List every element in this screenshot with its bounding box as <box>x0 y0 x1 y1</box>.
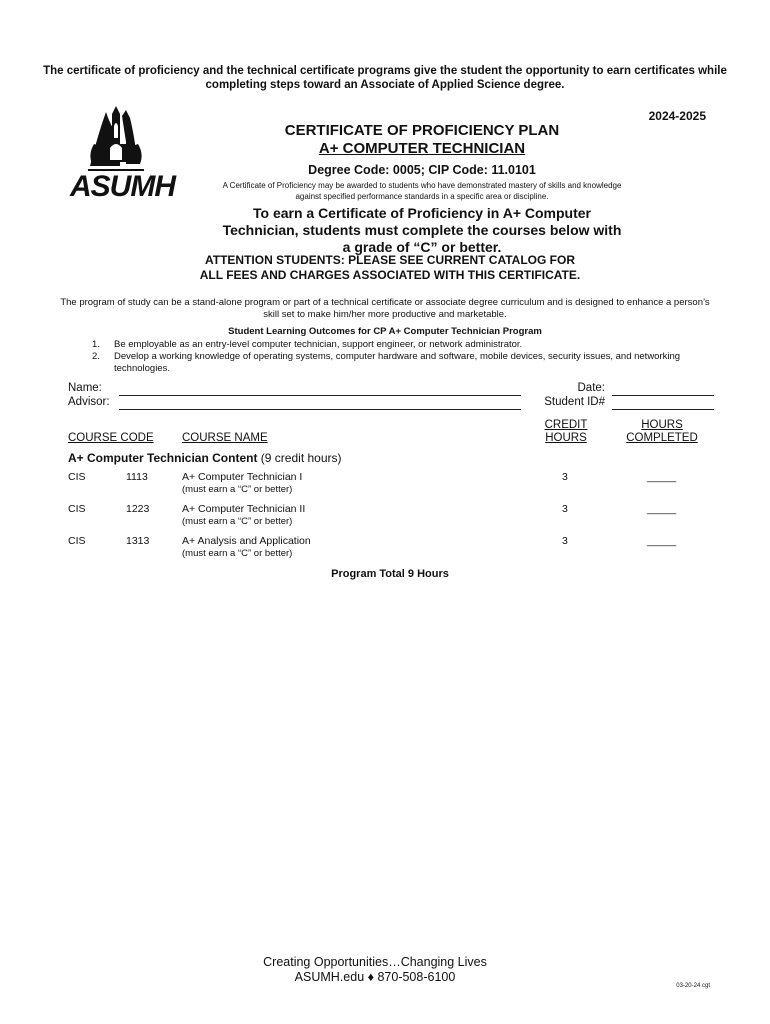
course-note: (must earn a “C” or better) <box>182 516 293 527</box>
course-number: 1313 <box>126 535 150 547</box>
attention-notice <box>80 253 700 283</box>
earn-requirement: To earn a Certificate of Proficiency in A+ Computer Technician, students must complete the courses below with a grade of “C” or better. <box>222 205 622 255</box>
course-number: 1223 <box>126 503 150 515</box>
course-dept: CIS <box>68 471 86 483</box>
hours-completed-header <box>617 419 707 445</box>
footer-slogan: Creating Opportunities…Changing Lives <box>263 955 487 969</box>
outcome-item <box>92 351 682 375</box>
academic-year: 2024-2025 <box>648 109 706 123</box>
asumh-logo-graphic <box>68 104 186 200</box>
course-name: A+ Analysis and Application <box>182 535 311 547</box>
program-description: The program of study can be a stand-alone program or part of a technical certificate or associate degree curriculum and is designed to enhance a person’s skill set to make him/her more productive and marketable. <box>60 297 710 320</box>
course-completed-blank[interactable]: _____ <box>647 471 677 483</box>
footer <box>220 955 530 985</box>
course-note: (must earn a “C” or better) <box>182 484 293 495</box>
title-block <box>222 122 622 256</box>
course-dept: CIS <box>68 503 86 515</box>
completed-header-line-1: HOURS <box>641 419 683 431</box>
attention-line-2: ALL FEES AND CHARGES ASSOCIATED WITH THIS CERTIFICATE. <box>199 268 581 282</box>
course-note: (must earn a “C” or better) <box>182 548 293 559</box>
course-code-header: COURSE CODE <box>68 432 154 444</box>
course-dept: CIS <box>68 535 86 547</box>
date-label: Date: <box>577 382 605 394</box>
name-label: Name: <box>68 382 102 394</box>
student-id-field[interactable] <box>612 409 714 410</box>
section-hours: (9 credit hours) <box>257 451 342 465</box>
course-name-header: COURSE NAME <box>182 432 268 444</box>
certificate-description: A Certificate of Proficiency may be awarded to students who have demonstrated mastery of skills and knowledge against specified performance standards in a specific area or discipline. <box>222 181 622 201</box>
outcome-text: Develop a working knowledge of operating systems, computer hardware and software, mobile devices, security issues, and networking technologies. <box>114 351 681 374</box>
outcome-number: 2. <box>92 351 100 362</box>
credit-hours-header <box>536 419 596 445</box>
logo-wordmark: ASUMH <box>70 170 175 200</box>
outcome-item <box>92 339 682 351</box>
advisor-field[interactable] <box>119 409 521 410</box>
asumh-logo <box>68 104 186 200</box>
outcome-text: Be employable as an entry-level computer technician, support engineer, or network administrator. <box>114 339 523 350</box>
course-name: A+ Computer Technician II <box>182 503 306 515</box>
outcomes-title: Student Learning Outcomes for CP A+ Computer Technician Program <box>228 326 542 337</box>
course-name: A+ Computer Technician I <box>182 471 303 483</box>
course-credits: 3 <box>562 535 568 547</box>
advisor-label: Advisor: <box>68 396 110 408</box>
section-heading <box>68 451 342 465</box>
section-title: A+ Computer Technician Content <box>68 451 258 465</box>
outcome-number: 1. <box>92 339 100 350</box>
student-id-label: Student ID# <box>544 396 605 408</box>
credit-header-line-2: HOURS <box>545 432 587 444</box>
intro-text: The certificate of proficiency and the technical certificate programs give the student the opportunity to earn certificates while completing steps toward an Associate of Applied Science degree. <box>43 65 727 91</box>
course-number: 1113 <box>126 471 148 483</box>
course-completed-blank[interactable]: _____ <box>647 535 677 547</box>
degree-code: Degree Code: 0005; CIP Code: 11.0101 <box>308 163 536 177</box>
course-credits: 3 <box>562 471 568 483</box>
program-total: Program Total 9 Hours <box>331 568 449 580</box>
completed-header-line-2: COMPLETED <box>626 432 698 444</box>
date-field[interactable] <box>612 395 714 396</box>
name-field[interactable] <box>119 395 521 396</box>
attention-line-1: ATTENTION STUDENTS: PLEASE SEE CURRENT CATALOG FOR <box>204 253 575 267</box>
credit-header-line-1: CREDIT <box>544 419 588 431</box>
course-credits: 3 <box>562 503 568 515</box>
course-completed-blank[interactable]: _____ <box>647 503 677 515</box>
certificate-title: CERTIFICATE OF PROFICIENCY PLAN <box>284 122 560 139</box>
document-code: 03-20-24 cgt <box>676 983 710 989</box>
program-title: A+ COMPUTER TECHNICIAN <box>318 140 526 157</box>
footer-contact: ASUMH.edu ♦ 870-508-6100 <box>294 970 456 984</box>
